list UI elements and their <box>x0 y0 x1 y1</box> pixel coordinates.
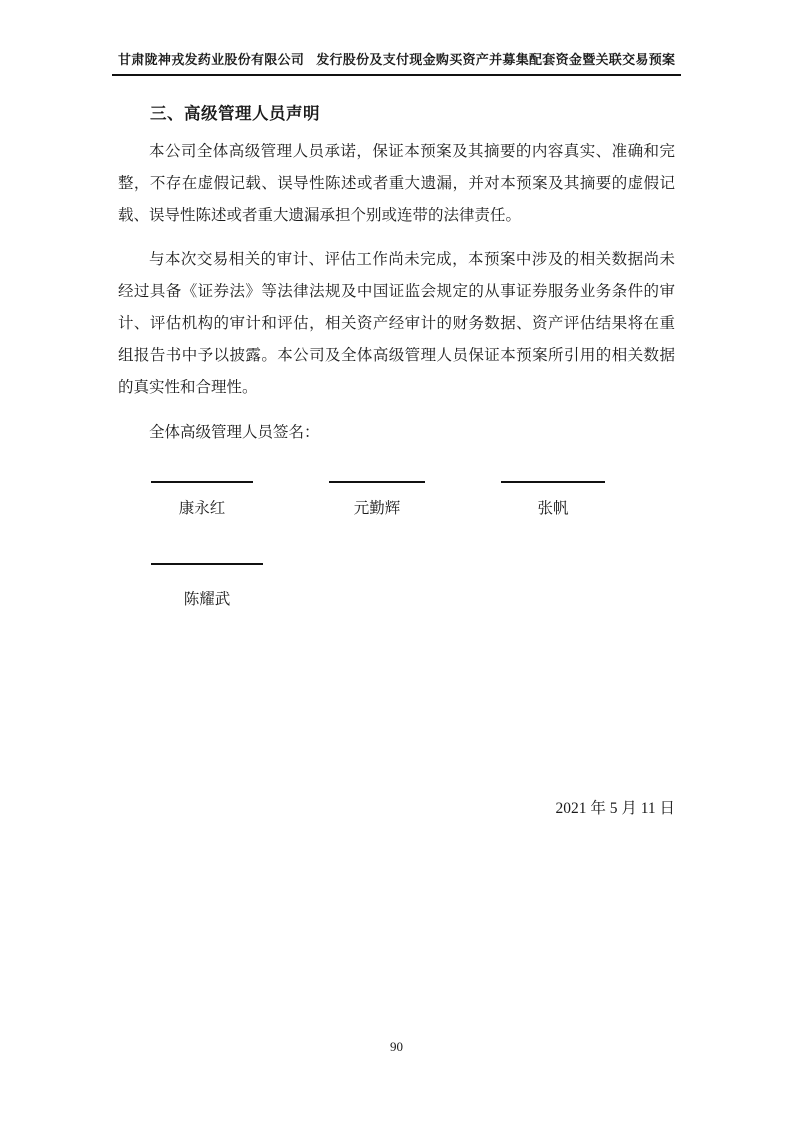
document-title: 发行股份及支付现金购买资产并募集配套资金暨关联交易预案 <box>316 52 676 67</box>
company-name: 甘肃陇神戎发药业股份有限公司 <box>118 52 305 67</box>
declaration-paragraph-1: 本公司全体高级管理人员承诺，保证本预案及其摘要的内容真实、准确和完整，不存在虚假记载、误导性陈述或者重大遗漏，并对本预案及其摘要的虚假记载、误导性陈述或者重大遗漏承担个别或连带的法律责任。 <box>118 143 675 224</box>
declaration-paragraph-2: 与本次交易相关的审计、评估工作尚未完成，本预案中涉及的相关数据尚未经过具备《证券法》等法律法规及中国证监会规定的从事证券服务业务条件的审计、评估机构的审计和评估，相关资产经审计的财务数据、资产评估结果将在重组报告书中予以披露。本公司及全体高级管理人员保证本预案所引用的相关数据的真实性和合理性。 <box>118 251 675 396</box>
signatory-name: 元勤辉 <box>353 500 401 517</box>
signature-section-label: 全体高级管理人员签名： <box>149 424 320 441</box>
page-number: 90 <box>390 1039 403 1054</box>
signature-block <box>151 481 253 518</box>
signature-line <box>329 481 425 483</box>
signature-line <box>501 481 605 483</box>
signature-block <box>501 481 605 518</box>
signature-block <box>329 481 425 518</box>
signature-block <box>151 563 263 609</box>
signatory-name: 张帆 <box>537 500 569 517</box>
signatory-name: 康永红 <box>178 500 226 517</box>
signatory-name: 陈耀武 <box>183 591 231 608</box>
section-title: 三、高级管理人员声明 <box>150 105 320 123</box>
document-header <box>112 49 681 76</box>
signature-line <box>151 563 263 565</box>
signature-line <box>151 481 253 483</box>
document-date: 2021 年 5 月 11 日 <box>555 800 675 817</box>
